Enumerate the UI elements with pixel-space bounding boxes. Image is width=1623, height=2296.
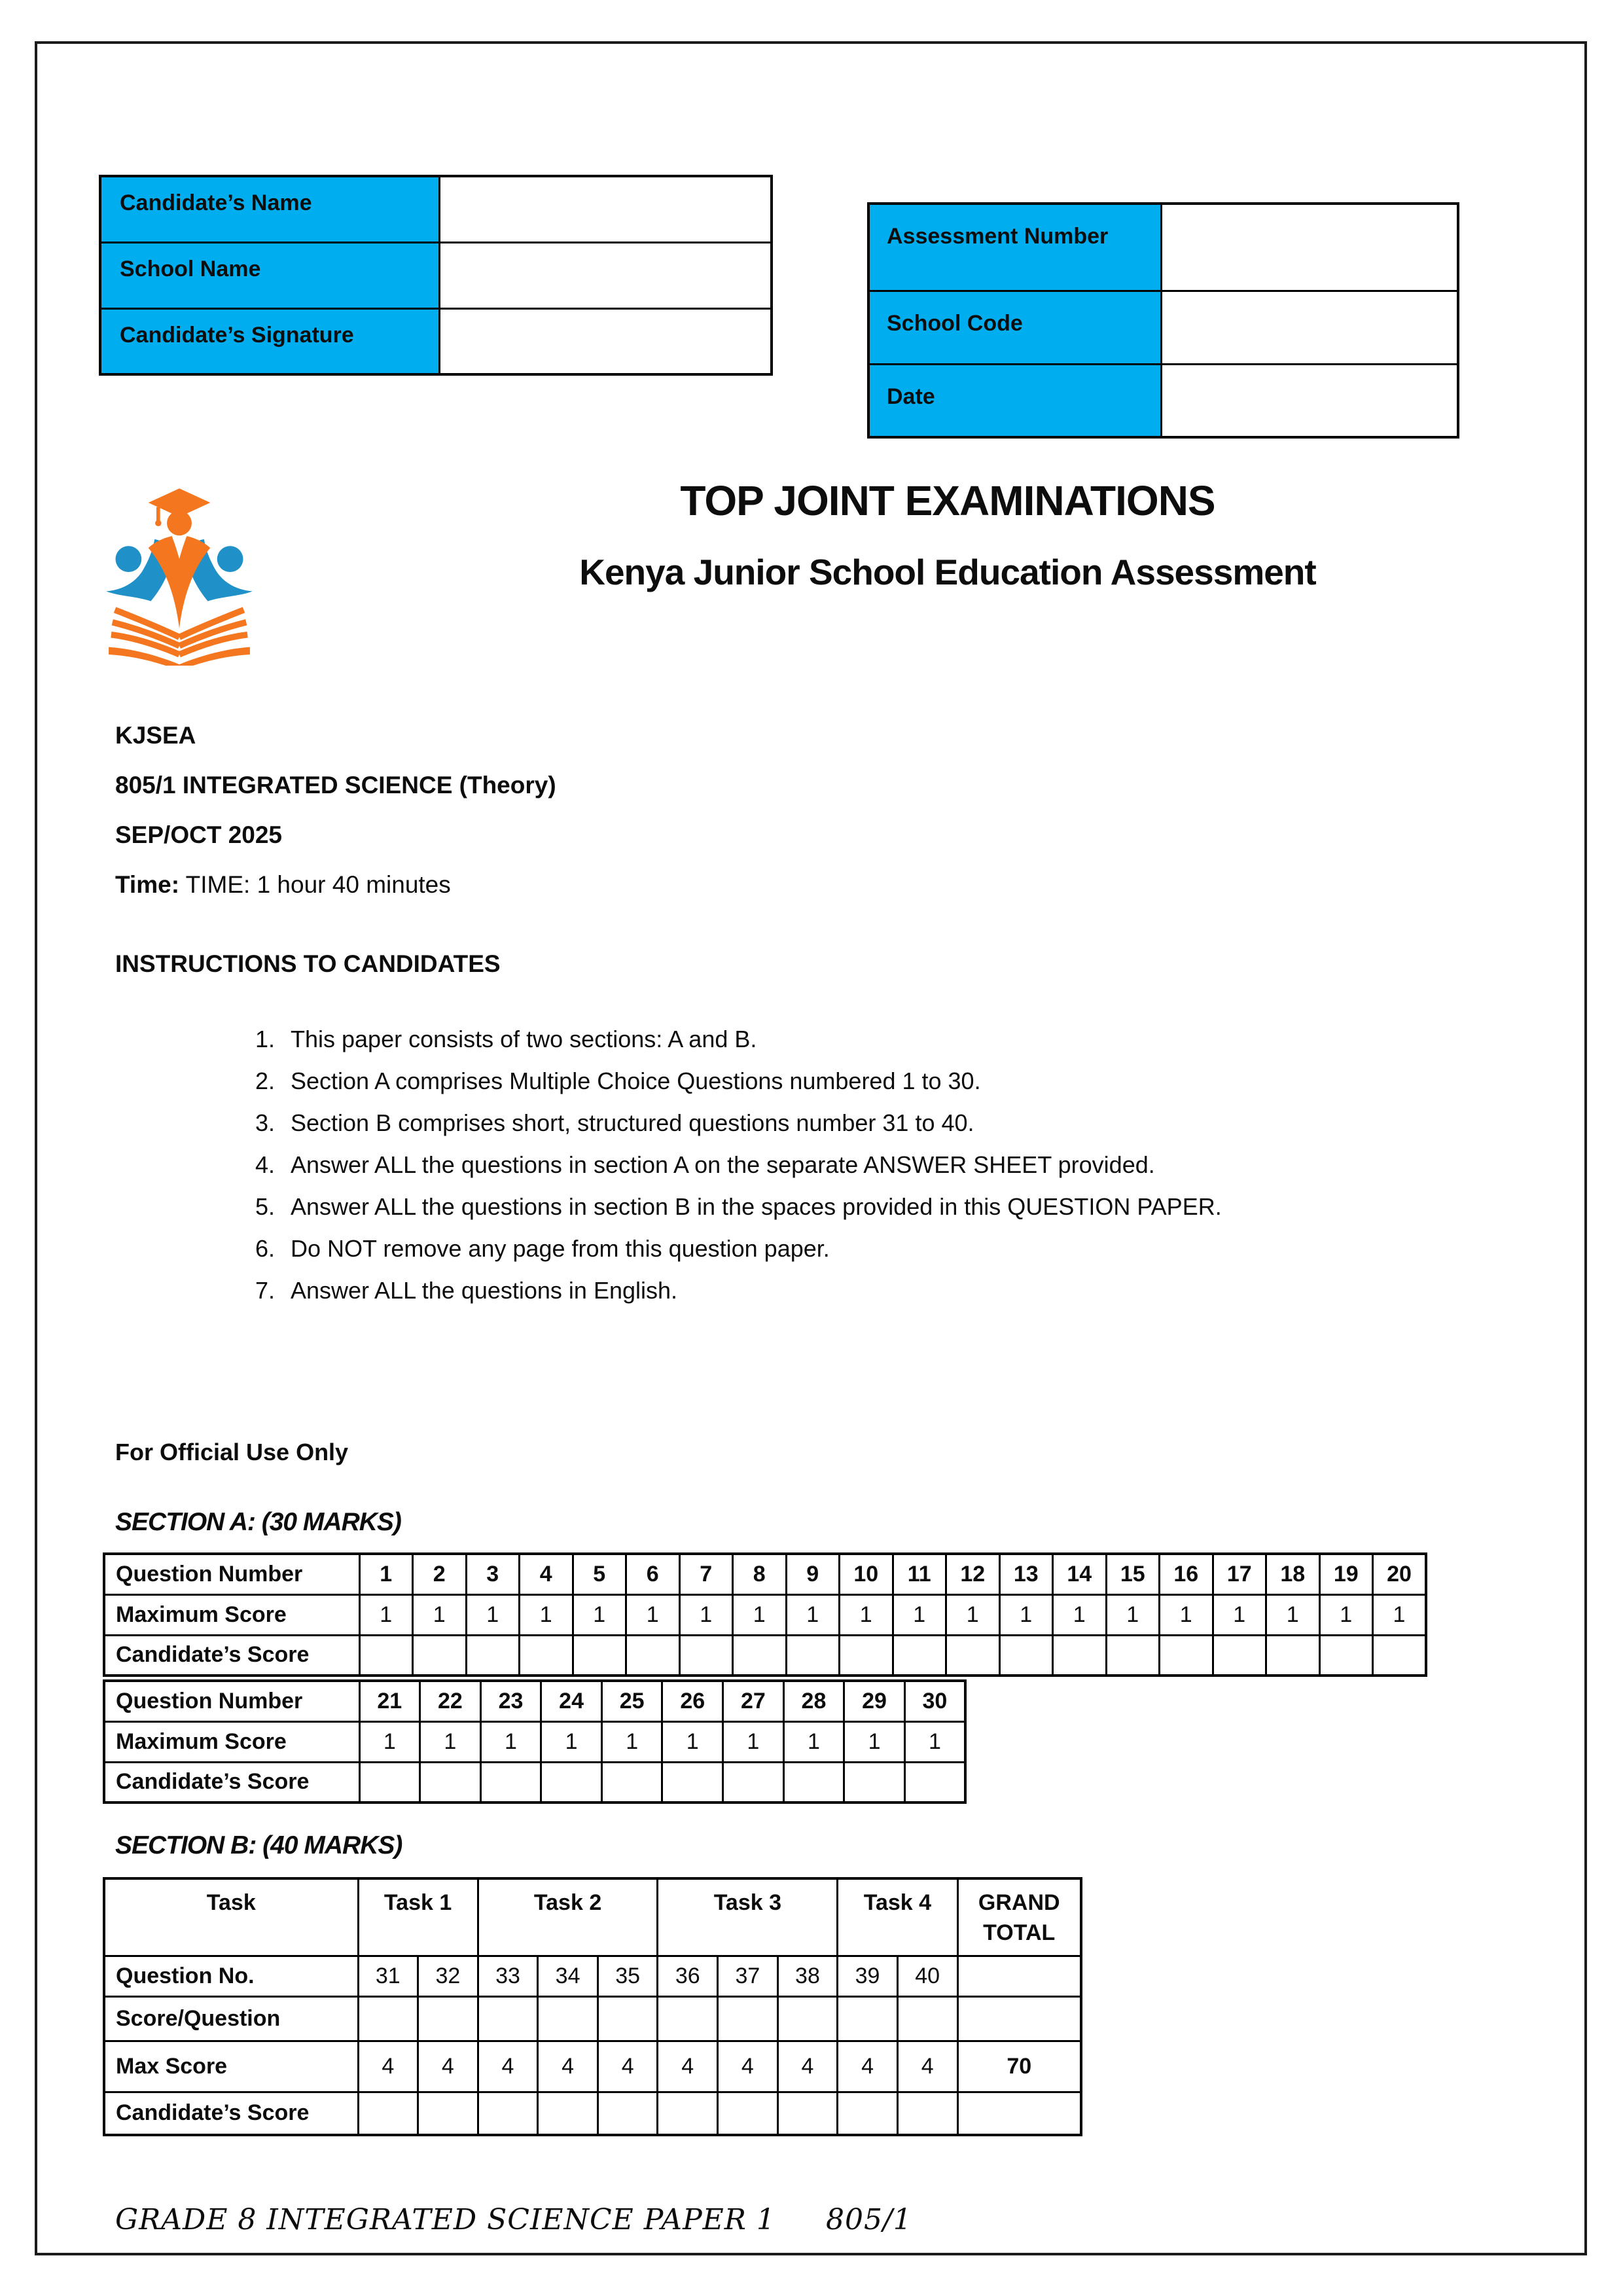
empty-table-cell: [1161, 364, 1458, 437]
table-cell: 8: [733, 1554, 787, 1594]
empty-table-cell: [420, 1762, 481, 1803]
empty-table-cell: [541, 1762, 602, 1803]
table-cell: 1: [413, 1594, 467, 1635]
table-cell: 38: [777, 1956, 838, 1996]
table-cell: 16: [1160, 1554, 1213, 1594]
table-cell: Candidate’s Score: [104, 1635, 359, 1676]
section-b-score-table: [103, 1877, 1082, 2136]
empty-table-cell: [418, 1996, 478, 2041]
instructions-heading: INSTRUCTIONS TO CANDIDATES: [115, 950, 501, 977]
empty-table-cell: [1161, 204, 1458, 291]
table-cell: 1: [1213, 1594, 1266, 1635]
table-row: [104, 1996, 1081, 2041]
table-cell: Task: [104, 1878, 358, 1956]
table-cell: 22: [420, 1681, 481, 1721]
table-cell: 32: [418, 1956, 478, 1996]
empty-table-cell: [658, 1996, 718, 2041]
table-cell: 1: [1266, 1594, 1320, 1635]
footer-paper-code: 805/1: [826, 2203, 912, 2236]
table-cell: 1: [723, 1721, 784, 1762]
instruction-item: 6. Do NOT remove any page from this question paper.: [281, 1228, 1222, 1270]
table-cell: 1: [840, 1594, 893, 1635]
table-row: [104, 1594, 1426, 1635]
empty-table-cell: [1053, 1635, 1107, 1676]
empty-table-cell: [723, 1762, 784, 1803]
table-cell: 18: [1266, 1554, 1320, 1594]
empty-table-cell: [679, 1635, 733, 1676]
empty-table-cell: [1161, 291, 1458, 364]
table-cell: School Name: [100, 242, 439, 308]
empty-table-cell: [358, 1996, 418, 2041]
table-row: [104, 1635, 1426, 1676]
empty-table-cell: [439, 176, 772, 242]
table-cell: 4: [658, 2041, 718, 2092]
footer-paper-name: GRADE 8 INTEGRATED SCIENCE PAPER 1: [115, 2203, 776, 2236]
instruction-item: 1. This paper consists of two sections: A and B.: [281, 1018, 1222, 1060]
empty-table-cell: [1106, 1635, 1160, 1676]
table-cell: 1: [601, 1721, 662, 1762]
empty-table-cell: [597, 2092, 658, 2135]
table-cell: 12: [946, 1554, 1000, 1594]
table-cell: 1: [946, 1594, 1000, 1635]
table-cell: 1: [904, 1721, 965, 1762]
table-cell: 35: [597, 1956, 658, 1996]
table-cell: 15: [1106, 1554, 1160, 1594]
table-cell: School Code: [868, 291, 1161, 364]
empty-table-cell: [897, 2092, 957, 2135]
table-cell: 5: [573, 1554, 626, 1594]
table-cell: 2: [413, 1554, 467, 1594]
table-cell: 1: [480, 1721, 541, 1762]
empty-table-cell: [733, 1635, 787, 1676]
table-cell: 30: [904, 1681, 965, 1721]
empty-table-cell: [844, 1762, 905, 1803]
empty-table-cell: [439, 242, 772, 308]
instruction-item: 5. Answer ALL the questions in section B in the spaces provided in this QUESTION PAPER.: [281, 1186, 1222, 1228]
table-cell: 1: [1053, 1594, 1107, 1635]
table-cell: 28: [783, 1681, 844, 1721]
table-cell: 1: [1319, 1594, 1373, 1635]
book-cover-shape: [109, 647, 250, 666]
table-cell: 27: [723, 1681, 784, 1721]
empty-table-cell: [777, 2092, 838, 2135]
table-cell: 1: [520, 1594, 573, 1635]
table-cell: 4: [478, 2041, 538, 2092]
table-cell: Maximum Score: [104, 1721, 359, 1762]
empty-table-cell: [520, 1635, 573, 1676]
empty-table-cell: [777, 1996, 838, 2041]
table-cell: 24: [541, 1681, 602, 1721]
instruction-item: 7. Answer ALL the questions in English.: [281, 1270, 1222, 1312]
table-cell: 19: [1319, 1554, 1373, 1594]
table-row: [100, 308, 772, 374]
empty-table-cell: [786, 1635, 840, 1676]
table-cell: 1: [420, 1721, 481, 1762]
table-row: [104, 2092, 1081, 2135]
empty-table-cell: [662, 1762, 723, 1803]
table-row: [104, 1681, 965, 1721]
table-cell: 1: [466, 1594, 520, 1635]
table-cell: 17: [1213, 1554, 1266, 1594]
section-b-title: SECTION B: (40 MARKS): [115, 1831, 402, 1859]
empty-table-cell: [480, 1762, 541, 1803]
empty-table-cell: [1266, 1635, 1320, 1676]
table-row: [104, 2041, 1081, 2092]
table-cell: 39: [838, 1956, 898, 1996]
table-cell: 4: [358, 2041, 418, 2092]
table-cell: 40: [897, 1956, 957, 1996]
table-cell: 11: [893, 1554, 946, 1594]
empty-table-cell: [601, 1762, 662, 1803]
table-cell: Candidate’s Score: [104, 2092, 358, 2135]
table-row: [100, 242, 772, 308]
table-cell: 29: [844, 1681, 905, 1721]
table-cell: Date: [868, 364, 1161, 437]
table-row: [100, 176, 772, 242]
empty-table-cell: [626, 1635, 680, 1676]
school-logo-icon: [97, 480, 262, 666]
table-cell: 14: [1053, 1554, 1107, 1594]
empty-table-cell: [538, 2092, 598, 2135]
table-cell: 4: [777, 2041, 838, 2092]
table-cell: GRAND TOTAL: [957, 1878, 1081, 1956]
table-cell: 13: [999, 1554, 1053, 1594]
exam-paper-name: 805/1 INTEGRATED SCIENCE (Theory): [115, 772, 556, 798]
table-cell: Question Number: [104, 1554, 359, 1594]
empty-table-cell: [718, 2092, 778, 2135]
table-cell: 36: [658, 1956, 718, 1996]
table-row: [104, 1878, 1081, 1956]
table-cell: 1: [783, 1721, 844, 1762]
empty-table-cell: [658, 2092, 718, 2135]
empty-table-cell: [478, 1996, 538, 2041]
empty-table-cell: [999, 1635, 1053, 1676]
empty-table-cell: [957, 1956, 1081, 1996]
table-cell: 1: [662, 1721, 723, 1762]
table-cell: 4: [718, 2041, 778, 2092]
table-cell: 1: [359, 1554, 413, 1594]
table-cell: Assessment Number: [868, 204, 1161, 291]
table-cell: 9: [786, 1554, 840, 1594]
table-cell: 4: [597, 2041, 658, 2092]
time-value: TIME: 1 hour 40 minutes: [179, 871, 451, 898]
empty-table-cell: [783, 1762, 844, 1803]
table-cell: 10: [840, 1554, 893, 1594]
empty-table-cell: [439, 308, 772, 374]
section-a-score-table-21-30: [103, 1679, 967, 1804]
candidate-details-table: [99, 175, 773, 376]
table-cell: 4: [897, 2041, 957, 2092]
table-cell: 31: [358, 1956, 418, 1996]
empty-table-cell: [893, 1635, 946, 1676]
table-cell: 3: [466, 1554, 520, 1594]
page-title: TOP JOINT EXAMINATIONS: [680, 477, 1215, 524]
page-subtitle: Kenya Junior School Education Assessment: [579, 552, 1316, 592]
table-cell: Score/Question: [104, 1996, 358, 2041]
table-cell: 25: [601, 1681, 662, 1721]
table-cell: 1: [1160, 1594, 1213, 1635]
official-use-label: For Official Use Only: [115, 1439, 349, 1465]
empty-table-cell: [359, 1762, 420, 1803]
table-cell: 1: [893, 1594, 946, 1635]
table-row: [104, 1956, 1081, 1996]
table-cell: 6: [626, 1554, 680, 1594]
empty-table-cell: [359, 1635, 413, 1676]
table-cell: 1: [786, 1594, 840, 1635]
table-cell: Question Number: [104, 1681, 359, 1721]
empty-table-cell: [904, 1762, 965, 1803]
table-cell: Candidate’s Score: [104, 1762, 359, 1803]
empty-table-cell: [946, 1635, 1000, 1676]
instruction-item: 4. Answer ALL the questions in section A on the separate ANSWER SHEET provided.: [281, 1144, 1222, 1186]
time-label: Time:: [115, 871, 180, 898]
table-row: [868, 204, 1458, 291]
table-cell: Maximum Score: [104, 1594, 359, 1635]
table-cell: 20: [1373, 1554, 1427, 1594]
empty-table-cell: [573, 1635, 626, 1676]
instructions-list: [0, 1018, 1222, 1312]
empty-table-cell: [957, 1996, 1081, 2041]
table-row: [104, 1762, 965, 1803]
table-cell: 26: [662, 1681, 723, 1721]
empty-table-cell: [478, 2092, 538, 2135]
table-row: [104, 1554, 1426, 1594]
table-row: [868, 291, 1458, 364]
table-cell: Candidate’s Name: [100, 176, 439, 242]
table-cell: 1: [1106, 1594, 1160, 1635]
exam-session: SEP/OCT 2025: [115, 821, 283, 848]
table-cell: Task 3: [658, 1878, 838, 1956]
table-cell: 4: [418, 2041, 478, 2092]
table-cell: 37: [718, 1956, 778, 1996]
table-cell: 1: [359, 1594, 413, 1635]
table-cell: 23: [480, 1681, 541, 1721]
empty-table-cell: [1373, 1635, 1427, 1676]
table-cell: 1: [573, 1594, 626, 1635]
section-a-title: SECTION A: (30 MARKS): [115, 1508, 401, 1536]
table-cell: Task 1: [358, 1878, 478, 1956]
empty-table-cell: [838, 2092, 898, 2135]
table-cell: 1: [359, 1721, 420, 1762]
table-cell: 4: [838, 2041, 898, 2092]
table-cell: 4: [538, 2041, 598, 2092]
table-cell: Candidate’s Signature: [100, 308, 439, 374]
instruction-item: 2. Section A comprises Multiple Choice Questions numbered 1 to 30.: [281, 1060, 1222, 1102]
table-cell: 7: [679, 1554, 733, 1594]
table-cell: 1: [999, 1594, 1053, 1635]
empty-table-cell: [538, 1996, 598, 2041]
empty-table-cell: [1319, 1635, 1373, 1676]
table-cell: 4: [520, 1554, 573, 1594]
exam-time: [115, 860, 556, 910]
empty-table-cell: [957, 2092, 1081, 2135]
empty-table-cell: [413, 1635, 467, 1676]
table-cell: 33: [478, 1956, 538, 1996]
exam-body-code: KJSEA: [115, 722, 196, 749]
assessment-details-table: [867, 202, 1459, 439]
table-cell: 1: [679, 1594, 733, 1635]
table-row: [104, 1721, 965, 1762]
table-cell: 1: [541, 1721, 602, 1762]
empty-table-cell: [897, 1996, 957, 2041]
table-row: [868, 364, 1458, 437]
empty-table-cell: [1160, 1635, 1213, 1676]
table-cell: 1: [626, 1594, 680, 1635]
table-cell: Question No.: [104, 1956, 358, 1996]
table-cell: Task 2: [478, 1878, 658, 1956]
table-cell: Max Score: [104, 2041, 358, 2092]
table-cell: 1: [733, 1594, 787, 1635]
empty-table-cell: [838, 1996, 898, 2041]
table-cell: 1: [1373, 1594, 1427, 1635]
empty-table-cell: [718, 1996, 778, 2041]
empty-table-cell: [1213, 1635, 1266, 1676]
empty-table-cell: [840, 1635, 893, 1676]
instruction-item: 3. Section B comprises short, structured questions number 31 to 40.: [281, 1102, 1222, 1144]
empty-table-cell: [358, 2092, 418, 2135]
table-cell: 1: [844, 1721, 905, 1762]
table-cell: 21: [359, 1681, 420, 1721]
empty-table-cell: [597, 1996, 658, 2041]
table-cell: 70: [957, 2041, 1081, 2092]
table-cell: 34: [538, 1956, 598, 1996]
section-a-score-table-1-20: [103, 1552, 1427, 1677]
exam-info-block: [115, 711, 556, 910]
empty-table-cell: [466, 1635, 520, 1676]
empty-table-cell: [418, 2092, 478, 2135]
table-cell: Task 4: [838, 1878, 957, 1956]
